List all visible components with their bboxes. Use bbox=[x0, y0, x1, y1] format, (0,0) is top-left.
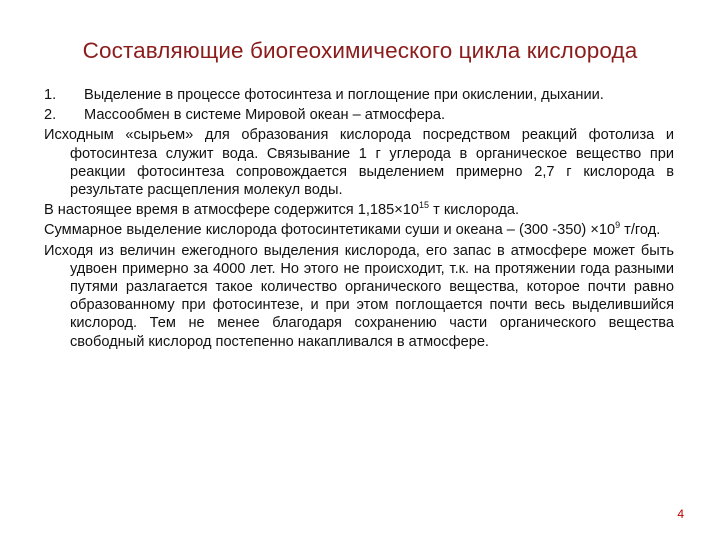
text-segment: т/год. bbox=[620, 222, 661, 239]
list-text: Выделение в процессе фотосинтеза и поглощение при окислении, дыхании. bbox=[84, 87, 604, 103]
paragraph-water-source: Исходным «сырьем» для образования кислорода посредством реакций фотолиза и фотосинтеза служит вода. Связывание 1 г углерода в органическое вещество при реакции фотосинтеза сопровождается выделением примерно 2,7 г кислорода в результате расщепления молекул воды. bbox=[44, 127, 674, 199]
list-number: 1. bbox=[44, 87, 57, 103]
text-segment: т кислорода. bbox=[429, 202, 520, 219]
list-item bbox=[44, 106, 674, 124]
slide-body bbox=[44, 86, 674, 353]
text-segment: Суммарное выделение кислорода фотосинтетиками суши и океана – (300 -350) ×10 bbox=[44, 222, 616, 239]
list-number: 2. bbox=[44, 107, 57, 124]
paragraph-atmosphere-content bbox=[44, 201, 674, 219]
exponent: 9 bbox=[615, 220, 621, 231]
list-item bbox=[44, 86, 674, 104]
paragraph-total-release bbox=[44, 221, 674, 239]
slide-title: Составляющие биогеохимического цикла кислорода bbox=[82, 38, 638, 63]
list-text: Массообмен в системе Мировой океан – атмосфера. bbox=[84, 107, 446, 124]
exponent: 15 bbox=[419, 200, 430, 211]
text-segment: В настоящее время в атмосфере содержится 1,185×10 bbox=[44, 202, 420, 219]
page-number: 4 bbox=[677, 507, 684, 521]
paragraph-oxygen-reserve: Исходя из величин ежегодного выделения кислорода, его запас в атмосфере может быть удвоен примерно за 4000 лет. Но этого не происходит, т.к. на протяжении года разными путями разлагается такое количество органического вещества, которое почти равно образованному при фотосинтезе, и при этом поглощается почти весь выделившийся кислород. Тем не менее благодаря сохранению части органического вещества свободный кислород постепенно накапливался в атмосфере. bbox=[44, 242, 674, 350]
